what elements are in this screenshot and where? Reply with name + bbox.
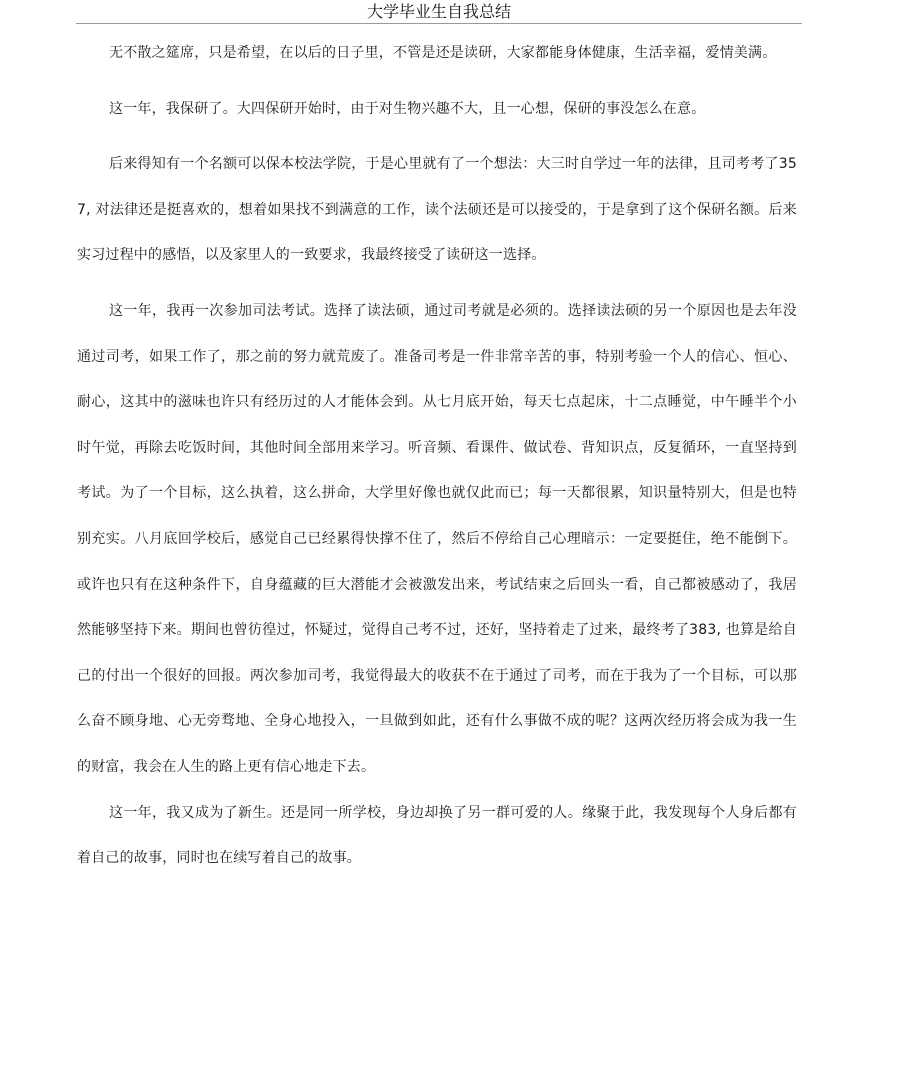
document-body — [77, 31, 797, 882]
page-title: 大学毕业生自我总结 — [366, 2, 511, 21]
paragraph-judicial-exam: 这一年，我再一次参加司法考试。选择了读法硕，通过司考就是必须的。选择读法硕的另一个原因也是去年没通过司考，如果工作了，那之前的努力就荒废了。准备司考是一件非常辛苦的事，特别考验一个人的信心、恒心、耐心，这其中的滋味也许只有经历过的人才能体会到。从七月底开始，每天七点起床，十二点睡觉，中午睡半个小时午觉，再除去吃饭时间，其他时间全部用来学习。听音频、看课件、做试卷、背知识点，反复循环，一直坚持到考试。为了一个目标，这么执着，这么拼命，大学里好像也就仅此而已；每一天都很累，知识量特别大，但是也特别充实。八月底回学校后，感觉自己已经累得快撑不住了，然后不停给自己心理暗示：一定要挺住，绝不能倒下。或许也只有在这种条件下，自身蕴藏的巨大潜能才会被激发出来，考试结束之后回头一看，自己都被感动了，我居然能够坚持下来。期间也曾彷徨过，怀疑过，觉得自己考不过，还好，坚持着走了过来，最终考了383, 也算是给自己的付出一个很好的回报。两次参加司考，我觉得最大的收获不在于通过了司考，而在于我为了一个目标，可以那么奋不顾身地、心无旁骛地、全身心地投入，一旦做到如此，还有什么事做不成的呢？这两次经历将会成为我一生的财富，我会在人生的路上更有信心地走下去。 — [77, 302, 797, 775]
paragraph-new-student: 这一年，我又成为了新生。还是同一所学校，身边却换了另一群可爱的人。缘聚于此，我发现每个人身后都有着自己的故事，同时也在续写着自己的故事。 — [77, 804, 797, 867]
paragraph-law-school-choice: 后来得知有一个名额可以保本校法学院，于是心里就有了一个想法：大三时自学过一年的法律，且司考考了357, 对法律还是挺喜欢的，想着如果找不到满意的工作，读个法硕还是可以接受的，于是拿到了这个保研名额。后来实习过程中的感悟，以及家里人的一致要求，我最终接受了读研这一选择。 — [77, 156, 797, 264]
paragraph-postgraduate-recommendation: 这一年，我保研了。大四保研开始时，由于对生物兴趣不大，且一心想，保研的事没怎么在意。 — [109, 100, 706, 117]
page-header — [76, 0, 802, 24]
paragraph-farewell: 无不散之筵席，只是希望，在以后的日子里，不管是还是读研，大家都能身体健康，生活幸福，爱情美满。 — [109, 45, 777, 61]
